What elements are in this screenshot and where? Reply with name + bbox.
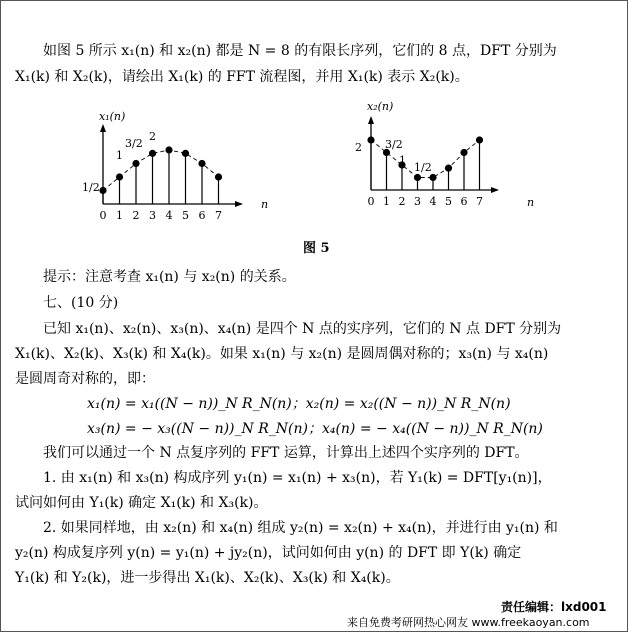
plot2-val-2: 2 bbox=[355, 141, 362, 154]
plot1-xlabel: n bbox=[261, 198, 269, 211]
footer-editor: 责任编辑：lxd001 bbox=[501, 600, 607, 614]
plot1-tick-3: 3 bbox=[149, 209, 156, 221]
plot2-x-ticks bbox=[368, 195, 484, 208]
plot2-tick-4: 4 bbox=[429, 195, 437, 208]
plot1-x-arrow bbox=[235, 201, 243, 207]
plot1-val-2: 2 bbox=[149, 130, 156, 143]
plot1-val-1: 1 bbox=[116, 149, 123, 162]
footer-source: 来自免费考研网热心网友 www.freekaoyan.com bbox=[347, 616, 590, 629]
plot2-xlabel: n bbox=[527, 196, 535, 209]
plot1-tick-4: 4 bbox=[165, 209, 173, 221]
hint-text: 提示：注意考查 x₁(n) 与 x₂(n) 的关系。 bbox=[43, 269, 296, 285]
problem6-line1: 如图 5 所示 x₁(n) 和 x₂(n) 都是 N = 8 的有限长序列，它们的 8 点，DFT 分别为 bbox=[43, 43, 557, 59]
plot1-point-3 bbox=[149, 150, 156, 157]
plot1-point-5 bbox=[182, 150, 189, 157]
plot2-tick-2: 2 bbox=[398, 195, 406, 208]
section7-eq2: x₃(n) = − x₃((N − n))_N R_N(n)；x₄(n) = − x₄((N − n))_N R_N(n) bbox=[87, 421, 543, 437]
plot-x1 bbox=[71, 96, 281, 221]
plot2-tick-7: 7 bbox=[476, 195, 483, 208]
plot2-tick-6: 6 bbox=[460, 195, 468, 208]
plot2-val-3-2: 3/2 bbox=[385, 138, 403, 151]
plot1-tick-6: 6 bbox=[198, 209, 206, 221]
section7-q1-line2: 试问如何由 Y₁(k) 确定 X₁(k) 和 X₃(k)。 bbox=[15, 495, 268, 511]
plot1-val-half: 1/2 bbox=[82, 181, 100, 194]
plot2-tick-5: 5 bbox=[445, 195, 452, 208]
plot2-tick-3: 3 bbox=[414, 195, 421, 208]
plot1-ylabel: x₁(n) bbox=[99, 110, 126, 123]
section7-p1-line1: 已知 x₁(n)、x₂(n)、x₃(n)、x₄(n) 是四个 N 点的实序列，它们的 N 点 DFT 分别为 bbox=[43, 321, 562, 337]
section7-p2: 我们可以通过一个 N 点复序列的 FFT 运算，计算出上述四个实序列的 DFT。 bbox=[43, 445, 529, 461]
plot2-tick-1: 1 bbox=[383, 195, 390, 208]
section7-q1-line1: 1. 由 x₁(n) 和 x₃(n) 构成序列 y₁(n) = x₁(n) + x₃(n)，若 Y₁(k) = DFT[y₁(n)]， bbox=[43, 470, 552, 486]
plot2-x-arrow bbox=[491, 187, 499, 193]
plot1-tick-0: 0 bbox=[99, 209, 107, 221]
plot2-tick-0: 0 bbox=[367, 195, 375, 208]
section7-p1-line2: X₁(k)、X₂(k)、X₃(k) 和 X₄(k)。如果 x₁(n) 与 x₂(n) 是圆周偶对称的；x₃(n) 与 x₄(n) bbox=[15, 346, 549, 362]
plot1-x-ticks bbox=[100, 209, 223, 221]
plot2-ylabel: x₂(n) bbox=[367, 100, 394, 113]
figure-caption: 图 5 bbox=[303, 241, 330, 256]
section7-p1-line3: 是圆周奇对称的，即： bbox=[15, 371, 155, 387]
section7-q2-line2: y₂(n) 构成复序列 y(n) = y₁(n) + jy₂(n)，试问如何由 y(n) 的 DFT 即 Y(k) 确定 bbox=[15, 545, 522, 561]
plot1-y-arrow bbox=[100, 124, 106, 132]
plot1-tick-1: 1 bbox=[116, 209, 123, 221]
plot-x2 bbox=[347, 96, 547, 221]
plot2-val-1: 1 bbox=[399, 154, 406, 167]
plot1-tick-5: 5 bbox=[182, 209, 189, 221]
plot1-val-3-2: 3/2 bbox=[125, 137, 143, 150]
section7-eq1: x₁(n) = x₁((N − n))_N R_N(n)；x₂(n) = x₂((N − n))_N R_N(n) bbox=[87, 396, 511, 412]
section7-heading: 七、(10 分) bbox=[43, 295, 119, 311]
plot2-val-half: 1/2 bbox=[414, 161, 432, 174]
section7-q2-line3: Y₁(k) 和 Y₂(k)，进一步得出 X₁(k)、X₂(k)、X₃(k) 和 X₄(k)。 bbox=[15, 570, 400, 586]
plot1-tick-2: 2 bbox=[132, 209, 140, 221]
plot2-y-arrow bbox=[368, 116, 374, 124]
plot1-tick-7: 7 bbox=[215, 209, 222, 221]
section7-q2-line1: 2. 如果同样地，由 x₂(n) 和 x₄(n) 组成 y₂(n) = x₂(n) + x₄(n)，并进行由 y₁(n) 和 bbox=[43, 520, 558, 536]
problem6-line2: X₁(k) 和 X₂(k)，请绘出 X₁(k) 的 FFT 流程图，并用 X₁(k) 表示 X₂(k)。 bbox=[15, 69, 469, 85]
